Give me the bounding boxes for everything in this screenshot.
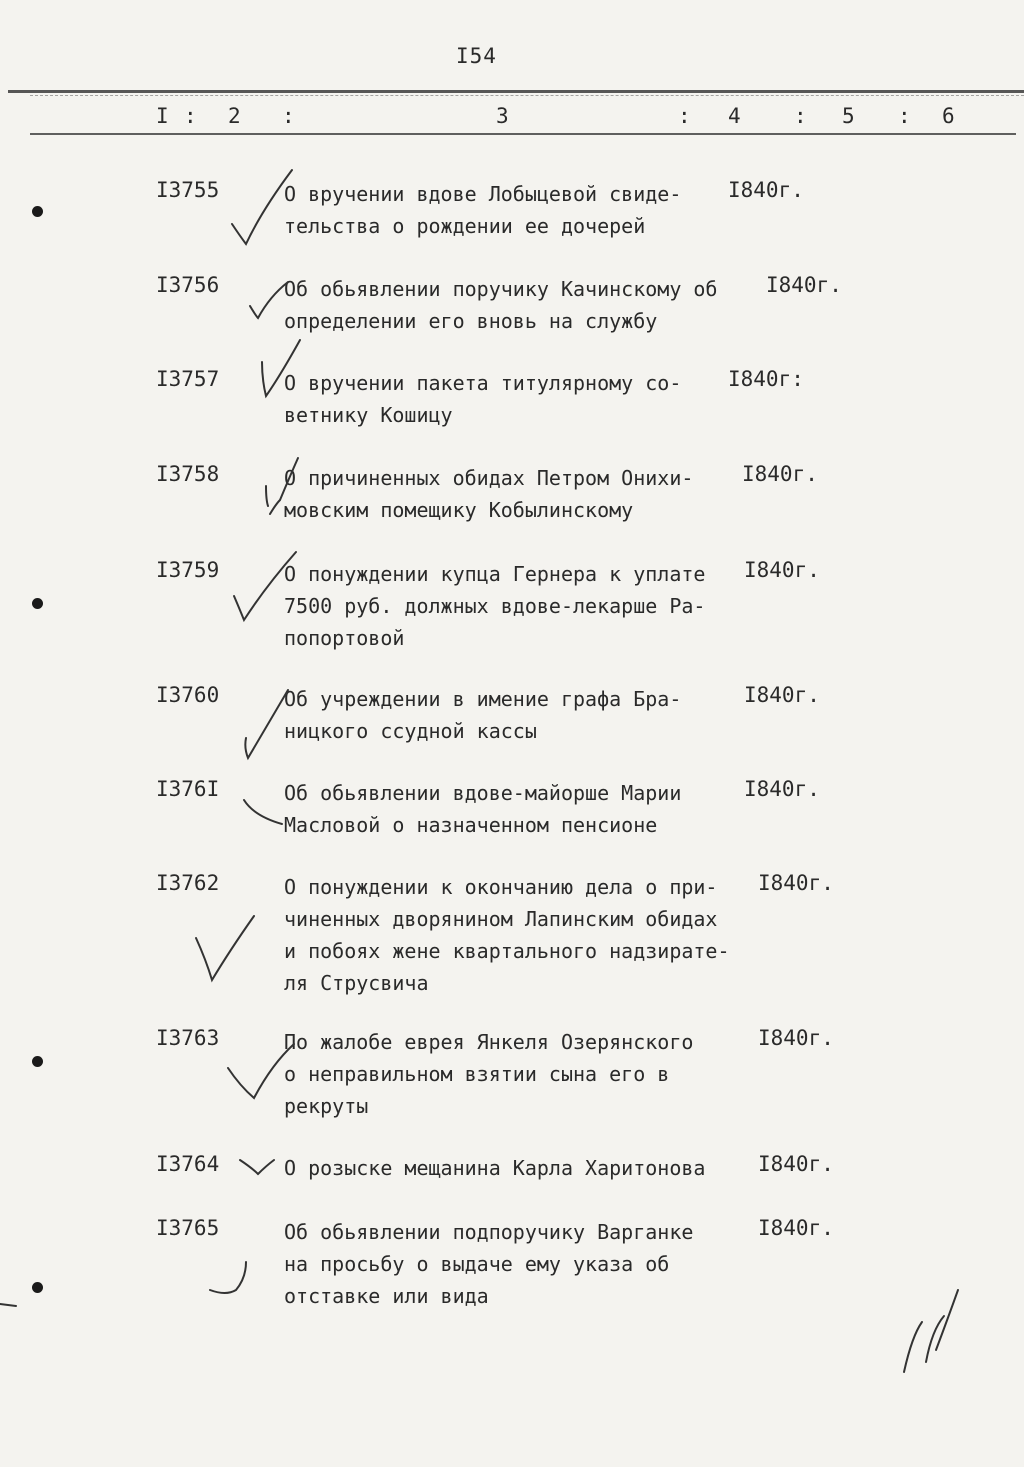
entry-number: I3758 [156,462,220,486]
entry-text-line: 7500 руб. должных вдове-лекарше Ра- [284,594,706,618]
column-separator: : [794,104,807,128]
column-separator: : [898,104,911,128]
margin-tick [0,1304,16,1306]
entry-text-line: О понуждении купца Гернера к уплате [284,562,706,586]
entry-text-line: По жалобе еврея Янкеля Озерянского [284,1030,694,1054]
entry-text-line: чиненных дворянином Лапинским обидах [284,907,718,931]
entry-year: I840г. [744,777,820,801]
entry-year: I840г. [758,871,834,895]
entry-text-line: ницкого ссудной кассы [284,719,537,743]
entry-year: I840г. [744,558,820,582]
column-separator: : [678,104,691,128]
punch-hole-dot [32,1282,43,1293]
punch-hole-dot [32,598,43,609]
column-label: 4 [728,104,741,128]
column-separator: : [282,104,295,128]
entry-text-line: ля Струсвича [284,971,429,995]
checkmark-icon [210,1262,246,1293]
entry-number: I376I [156,777,220,801]
checkmark-icon [245,690,288,758]
entry-text-line: о неправильном взятии сына его в [284,1062,670,1086]
entry-text-line: отставке или вида [284,1284,489,1308]
column-label: 2 [228,104,241,128]
entry-number: I3762 [156,871,220,895]
entry-year: I840г. [728,178,804,202]
column-label: I [156,104,169,128]
entry-text-line: и побоях жене квартального надзирате- [284,939,730,963]
column-label: 3 [496,104,509,128]
entry-number: I3755 [156,178,220,202]
entry-text-line: О понуждении к окончанию дела о при- [284,875,718,899]
checkmark-icon [250,282,288,318]
signature-mark [904,1290,958,1372]
entry-year: I840г. [758,1152,834,1176]
header-rule [30,133,1016,135]
column-separator: : [184,104,197,128]
entry-number: I3765 [156,1216,220,1240]
entry-text-line: ветнику Кошицу [284,403,453,427]
page-number: I54 [456,44,497,68]
entry-text-line: на просьбу о выдаче ему указа об [284,1252,670,1276]
entry-number: I3760 [156,683,220,707]
entry-text-line: Об обьявлении поручику Качинскому об [284,277,718,301]
checkmark-icon [244,800,282,824]
entry-year: I840г. [758,1026,834,1050]
checkmark-icon [240,1160,274,1174]
column-label: 6 [942,104,955,128]
entry-text-line: О розыске мещанина Карла Харитонова [284,1156,706,1180]
column-label: 5 [842,104,855,128]
entry-text-line: определении его вновь на службу [284,309,658,333]
entry-text-line: Об учреждении в имение графа Бра- [284,687,682,711]
entry-text-line: О вручении пакета титулярному со- [284,371,682,395]
entry-year: I840г. [758,1216,834,1240]
entry-text-line: Об обьявлении вдове-майорше Марии [284,781,682,805]
entry-text-line: Масловой о назначенном пенсионе [284,813,658,837]
entry-number: I3759 [156,558,220,582]
entry-number: I3757 [156,367,220,391]
entry-text-line: попортовой [284,626,405,650]
checkmark-icon [196,916,254,980]
punch-hole-dot [32,1056,43,1067]
entry-year: I840г. [766,273,842,297]
entry-text-line: рекруты [284,1094,369,1118]
top-rule [8,90,1024,93]
entry-number: I3756 [156,273,220,297]
entry-text-line: О причиненных обидах Петром Онихи- [284,466,694,490]
top-rule-secondary [30,95,1024,96]
entry-number: I3764 [156,1152,220,1176]
checkmark-icon [232,170,292,244]
entry-year: I840г. [744,683,820,707]
entry-year: I840г. [742,462,818,486]
entry-number: I3763 [156,1026,220,1050]
entry-text-line: Об обьявлении подпоручику Варганке [284,1220,694,1244]
entry-year: I840г: [728,367,804,391]
punch-hole-dot [32,206,43,217]
entry-text-line: О вручении вдове Лобыцевой свиде- [284,182,682,206]
entry-text-line: тельства о рождении ее дочерей [284,214,646,238]
entry-text-line: мовским помещику Кобылинскому [284,498,634,522]
